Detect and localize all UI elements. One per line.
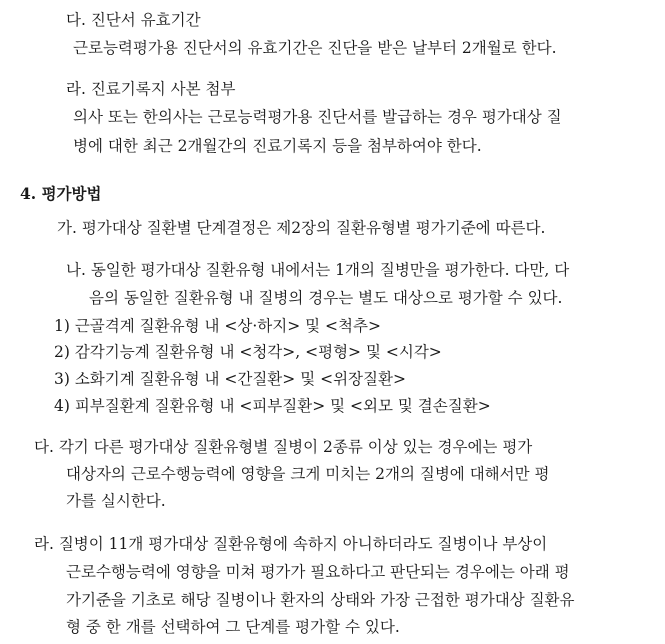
sub-list-item: 2) 감각기능계 질환유형 내 <청각>, <평형> 및 <시각> xyxy=(54,343,442,361)
list-item-continuation: 형 중 한 개를 선택하여 그 단계를 평가할 수 있다. xyxy=(66,618,400,636)
paragraph-line: 의사 또는 한의사는 근로능력평가용 진단서를 발급하는 경우 평가대상 질 xyxy=(73,108,562,126)
list-item: 라. 질병이 11개 평가대상 질환유형에 속하지 아니하더라도 질병이나 부상이 xyxy=(34,535,548,553)
list-item: 다. 각기 다른 평가대상 질환유형별 질병이 2종류 이상 있는 경우에는 평가 xyxy=(34,438,533,456)
list-item-continuation: 대상자의 근로수행능력에 영향을 크게 미치는 2개의 질병에 대해서만 평 xyxy=(66,465,550,483)
paragraph-line: 병에 대한 최근 2개월간의 진료기록지 등을 첨부하여야 한다. xyxy=(73,137,482,155)
paragraph-line: 근로능력평가용 진단서의 유효기간은 진단을 받은 날부터 2개월로 한다. xyxy=(73,39,557,57)
sub-list-item: 3) 소화기계 질환유형 내 <간질환> 및 <위장질환> xyxy=(54,370,406,388)
sub-list-item: 4) 피부질환계 질환유형 내 <피부질환> 및 <외모 및 결손질환> xyxy=(54,397,491,415)
section-title: 4. 평가방법 xyxy=(20,184,102,203)
list-item: 가. 평가대상 질환별 단계결정은 제2장의 질환유형별 평가기준에 따른다. xyxy=(57,219,546,237)
list-item-continuation: 근로수행능력에 영향을 미쳐 평가가 필요하다고 판단되는 경우에는 아래 평 xyxy=(66,563,570,581)
list-item: 나. 동일한 평가대상 질환유형 내에서는 1개의 질병만을 평가한다. 다만, 다 xyxy=(66,261,570,279)
list-item-continuation: 음의 동일한 질환유형 내 질병의 경우는 별도 대상으로 평가할 수 있다. xyxy=(89,289,563,307)
list-item-continuation: 가기준을 기초로 해당 질병이나 환자의 상태와 가장 근접한 평가대상 질환유 xyxy=(66,591,575,609)
sub-list-item: 1) 근골격계 질환유형 내 <상·하지> 및 <척추> xyxy=(54,317,381,335)
list-item-continuation: 가를 실시한다. xyxy=(66,492,166,510)
section-heading-records: 라. 진료기록지 사본 첨부 xyxy=(66,80,236,98)
section-heading-validity: 다. 진단서 유효기간 xyxy=(66,11,201,29)
